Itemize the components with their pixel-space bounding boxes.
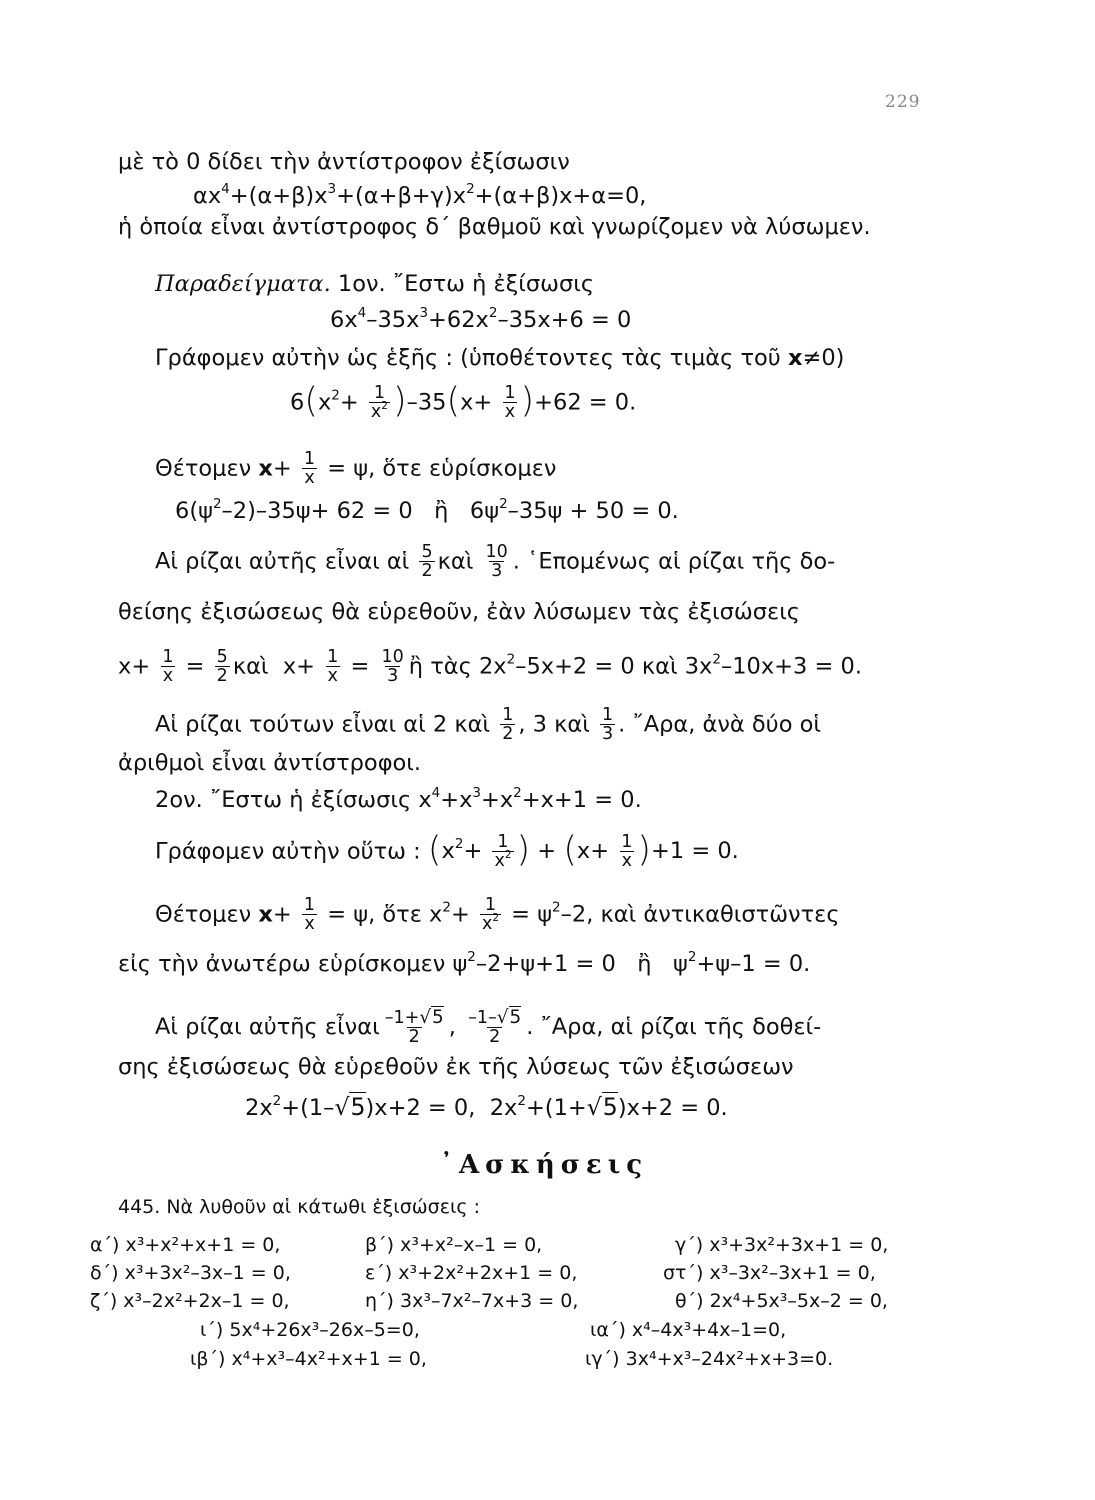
and-word-1: καὶ [437, 548, 474, 575]
or-the: ἢ τὰς [408, 653, 472, 680]
exercise-equation: 5x⁴+26x³–26x–5=0, [229, 1319, 420, 1341]
example-2-into: εἰς τὴν ἀνωτέρω εὑρίσκομεν $\psi^2-2+\psi+1 = 0$ ἢ $\psi^2+\psi-1 = 0$. [118, 948, 811, 977]
exercise-label: γ΄) [675, 1234, 704, 1256]
example-2-lead: ῎Εστω ἡ ἐξίσωσις [209, 787, 412, 813]
example-1-reciprocal: ἀριθμοὶ εἶναι ἀντίστροφοι. [118, 750, 422, 776]
exercise-item [90, 1289, 290, 1313]
exercise-label: ιβ΄) [190, 1348, 226, 1370]
roots2-text: Αἱ ρίζαι τούτων εἶναι αἱ 2 καὶ [155, 711, 491, 738]
exercise-item [90, 1233, 280, 1257]
exercise-label: στ΄) [663, 1262, 704, 1284]
example-1-lead: ῎Εστω ἡ ἐξίσωσις [392, 271, 595, 297]
exercise-item [190, 1347, 427, 1371]
exercise-label: β΄) [365, 1234, 395, 1256]
example-1-roots: Αἱ ρίζαι αὐτῆς εἶναι αἱ $\frac{5}{2}$ καὶ $\frac{10}{3}$ . ῾Επομένως αἱ ρίζαι τῆς δο- [155, 542, 836, 582]
exercise-item [365, 1261, 577, 1285]
or-word-2: ἢ [637, 951, 652, 977]
example-1-header [155, 270, 594, 298]
when-word: ὅτε [382, 901, 422, 928]
exercise-item [90, 1261, 291, 1285]
exercise-item [675, 1233, 888, 1257]
hence-text-2: . ῎Αρα, αἱ ρίζαι τῆς δοθεί- [526, 1013, 822, 1040]
examples-heading: Παραδείγματα. [155, 271, 331, 297]
example-2-header: 2ον. ῎Εστω ἡ ἐξίσωσις $x^4+x^3+x^2+x+1 = 0$. [155, 784, 642, 813]
exercise-item [365, 1233, 542, 1257]
substituting: καὶ ἀντικαθιστῶντες [600, 901, 840, 928]
and-word-2: καὶ [232, 653, 269, 680]
exercise-equation: 2x⁴+5x³–5x–2 = 0, [709, 1290, 888, 1312]
example-2-roots: Αἱ ρίζαι αὐτῆς εἶναι $\frac{-1+√5}{2}$ , $\frac{-1-√5}{2}$ . ῎Αρα, αἱ ρίζαι τῆς δοθεί- [155, 1007, 822, 1048]
page-number: 229 [885, 92, 921, 112]
and-word-3: καὶ [641, 653, 678, 680]
exercises-heading: ᾽Ασκήσεις [440, 1150, 649, 1180]
intro-line-1: μὲ τὸ 0 δίδει τὴν ἀντίστροφον ἐξίσωσιν [118, 149, 570, 175]
exercise-equation: x³+2x²+2x+1 = 0, [398, 1262, 578, 1284]
exercise-equation: x³–2x²+2x–1 = 0, [123, 1290, 290, 1312]
example-1-substitution: Θέτομεν x+ $\frac{1}{x}$ = ψ, ὅτε εὑρίσκομεν [155, 449, 557, 489]
hence-text-1: . ῾Επομένως αἱ ρίζαι τῆς δο- [512, 548, 836, 575]
roots2-end: . ῎Αρα, ἀνὰ δύο οἱ [618, 711, 821, 738]
example-1-write: Γράφομεν αὐτὴν ὡς ἑξῆς : (ὑποθέτοντες τὰς τιμὰς τοῦ x≠0) [155, 345, 845, 371]
example-2-number: 2ον. [155, 787, 203, 813]
example-2-final-equations: $2x^2+(1-√5)x+2 = 0$, $2x^2+(1+√5)x+2 = 0$. [245, 1092, 728, 1121]
exercise-equation: x³+3x²+3x+1 = 0, [709, 1234, 889, 1256]
exercise-label: δ΄) [90, 1262, 119, 1284]
exercise-equation: x³+3x²–3x–1 = 0, [124, 1262, 291, 1284]
exercise-item [200, 1318, 420, 1342]
exercise-equation: x⁴+x³–4x²+x+1 = 0, [231, 1348, 427, 1370]
example-2-write-text: Γράφομεν αὐτὴν οὕτω : [155, 838, 421, 865]
exercise-equation: 3x⁴+x³–24x²+x+3=0. [625, 1348, 834, 1370]
example-1-rewritten: $6(x^2+$ $\frac{1}{x^2}$ )–35(x+ $\frac{1}{x}$ )+62 = 0. [290, 381, 637, 423]
or-word-1: ἢ [434, 498, 449, 524]
reciprocal-equation: $\alpha x^4+(\alpha+\beta)x^3+(\alpha+\beta+\gamma)x^2+(\alpha+\beta)x+\alpha=0$, [193, 180, 647, 209]
example-1-roots-2: Αἱ ρίζαι τούτων εἶναι αἱ 2 καὶ $\frac{1}{2}$ , 3 καὶ $\frac{1}{3}$ . ῎Αρα, ἀνὰ δύο οἱ [155, 705, 821, 745]
exercise-label: α΄) [90, 1234, 120, 1256]
exercise-item [590, 1318, 786, 1342]
exercise-item [675, 1289, 888, 1313]
exercise-label: ιγ΄) [585, 1348, 620, 1370]
set-rest-1: = ψ, ὅτε εὑρίσκομεν [327, 455, 557, 482]
exercise-item [585, 1347, 833, 1371]
exercise-equation: x³–3x²–3x+1 = 0, [709, 1262, 876, 1284]
intro-line-3: ἡ ὁποία εἶναι ἀντίστροφος δ΄ βαθμοῦ καὶ γνωρίζομεν νὰ λύσωμεν. [118, 214, 871, 240]
into-text: εἰς τὴν ἀνωτέρω εὑρίσκομεν [118, 951, 446, 977]
example-1-equation: $6x^4-35x^3+62x^2-35x+6 = 0$ [330, 304, 632, 333]
roots-text-1: Αἱ ρίζαι αὐτῆς εἶναι αἱ [155, 548, 410, 575]
exercise-equation: 3x³–7x²–7x+3 = 0, [400, 1290, 579, 1312]
exercise-label: θ΄) [675, 1290, 704, 1312]
example-1-given: θείσης ἐξισώσεως θὰ εὑρεθοῦν, ἐὰν λύσωμεν τὰς ἐξισώσεις [118, 599, 801, 625]
exercise-label: η΄) [365, 1290, 394, 1312]
example-1-write-text: Γράφομεν αὐτὴν ὡς ἑξῆς : (ὑποθέτοντες τὰς τιμὰς τοῦ [155, 345, 781, 371]
exercise-equation: x³+x²+x+1 = 0, [125, 1234, 281, 1256]
example-1-equations: x+ $\frac{1}{x}$ = $\frac{5}{2}$ καὶ x+ $\frac{1}{x}$ = $\frac{10}{3}$ ἢ τὰς $2x^2-5x+2 = 0$ καὶ $3x^2-10x+3 = 0$. [118, 647, 862, 687]
example-1-number: 1ον. [337, 271, 386, 297]
exercise-item [663, 1261, 876, 1285]
exercise-item [365, 1289, 578, 1313]
example-2-write: Γράφομεν αὐτὴν οὕτω : ($x^2+$ $\frac{1}{x^2}$ ) + (x+ $\frac{1}{x}$ )+1 = 0. [155, 830, 739, 872]
example-2-substitution: Θέτομεν x+ $\frac{1}{x}$ = ψ, ὅτε $x^2+$ $\frac{1}{x^2}$ = $\psi^2-2$, καὶ ἀντικαθιστῶντες [155, 895, 840, 935]
roots2-mid: , 3 καὶ [518, 711, 590, 738]
exercise-label: ε΄) [365, 1262, 393, 1284]
exercise-equation: x³+x²–x–1 = 0, [400, 1234, 543, 1256]
roots-text-2: Αἱ ρίζαι αὐτῆς εἶναι [155, 1013, 380, 1040]
example-2-given: σης ἐξισώσεως θὰ εὑρεθοῦν ἐκ τῆς λύσεως τῶν ἐξισώσεων [118, 1054, 794, 1080]
exercise-equation: x⁴–4x³+4x–1=0, [631, 1319, 787, 1341]
exercise-label: ζ΄) [90, 1290, 118, 1312]
exercise-problem: 445. Νὰ λυθοῦν αἱ κάτωθι ἐξισώσεις : [118, 1196, 480, 1218]
set-text-1: Θέτομεν [155, 455, 252, 482]
exercise-label: ι΄) [200, 1319, 224, 1341]
example-1-quadratic: $6(\psi^2-2)-35\psi+ 62 = 0$ ἢ $6\psi^2-35\psi + 50 = 0$. [175, 495, 679, 524]
exercise-label: ια΄) [590, 1319, 626, 1341]
set-text-2: Θέτομεν [155, 901, 252, 928]
